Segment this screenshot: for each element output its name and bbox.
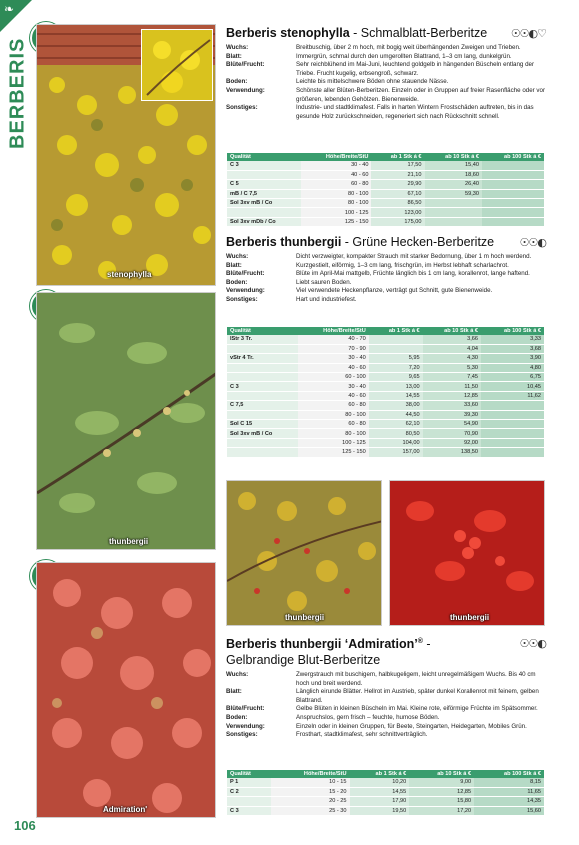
photo-label: thunbergii — [109, 537, 149, 546]
table-cell — [482, 180, 544, 189]
photo-label: Admiration' — [103, 805, 148, 814]
table-cell: 11,62 — [481, 391, 544, 400]
table-cell — [425, 217, 482, 226]
table-cell: 80 - 100 — [298, 410, 369, 419]
photo-label: stenophylla — [107, 270, 152, 279]
photo-thunbergii-berries — [389, 480, 545, 626]
table-cell: C 3 — [227, 161, 301, 170]
table-cell: 40 - 60 — [298, 391, 369, 400]
table-cell: 13,00 — [369, 382, 423, 391]
table-row — [227, 438, 544, 447]
table-cell — [481, 420, 544, 429]
table-cell: 3,33 — [481, 335, 544, 344]
table-row — [227, 420, 544, 429]
table-cell: C 2 — [227, 787, 271, 796]
table-cell: 157,00 — [369, 448, 423, 457]
table-cell — [481, 448, 544, 457]
price-table-thunbergii — [227, 327, 544, 458]
table-cell: 80 - 100 — [301, 199, 371, 208]
photo-admiration — [36, 562, 216, 818]
table-cell: 10,20 — [350, 778, 410, 787]
table-cell — [369, 335, 423, 344]
table-row — [227, 401, 544, 410]
table-cell: 10,45 — [481, 382, 544, 391]
table-cell: 29,90 — [371, 180, 424, 189]
table-cell: 80 - 100 — [301, 189, 371, 198]
table-cell: 14,35 — [474, 797, 544, 806]
table-cell: Sol 3xv mB / Co — [227, 429, 298, 438]
column-header: ab 1 Stk á € — [350, 770, 410, 778]
table-cell: 4,30 — [423, 354, 481, 363]
table-cell — [425, 199, 482, 208]
table-cell: 11,65 — [474, 787, 544, 796]
table-cell: 3,66 — [423, 335, 481, 344]
table-cell: C 3 — [227, 806, 271, 815]
column-header: Höhe/Breite/StU — [298, 327, 369, 335]
table-cell: 33,60 — [423, 401, 481, 410]
table-cell: 60 - 80 — [298, 401, 369, 410]
location-symbols: ☉☉◐ — [519, 637, 546, 650]
table-row — [227, 335, 544, 344]
table-cell: Sol C 15 — [227, 420, 298, 429]
table-cell: 40 - 60 — [301, 170, 371, 179]
column-header: ab 10 Stk á € — [423, 327, 481, 335]
photo-thunbergii — [36, 292, 216, 550]
table-cell: 30 - 40 — [301, 161, 371, 170]
column-header: ab 1 Stk á € — [371, 153, 424, 161]
table-cell — [227, 344, 298, 353]
table-cell: 8,15 — [474, 778, 544, 787]
table-cell: 86,50 — [371, 199, 424, 208]
table-cell: 60 - 80 — [301, 180, 371, 189]
table-cell: mB / C 7,5 — [227, 189, 301, 198]
table-cell: 15 - 20 — [271, 787, 350, 796]
table-cell: 12,85 — [409, 787, 474, 796]
table-cell — [481, 401, 544, 410]
section-title: Berberis stenophylla - Schmalblatt-Berberitze — [226, 26, 488, 40]
table-cell: 39,30 — [423, 410, 481, 419]
table-row — [227, 373, 544, 382]
location-symbols: ☉☉◐♡ — [510, 26, 546, 40]
table-row — [227, 199, 544, 208]
table-cell: 18,60 — [425, 170, 482, 179]
table-cell — [227, 448, 298, 457]
table-cell: 62,10 — [369, 420, 423, 429]
table-cell: 100 - 125 — [301, 208, 371, 217]
table-cell — [482, 217, 544, 226]
table-cell: 80,50 — [369, 429, 423, 438]
table-cell: 15,40 — [425, 161, 482, 170]
table-cell: 92,00 — [423, 438, 481, 447]
table-cell: 3,90 — [481, 354, 544, 363]
column-header: Höhe/Breite/StU — [301, 153, 371, 161]
photo-stenophylla — [36, 24, 216, 286]
table-cell: 4,04 — [423, 344, 481, 353]
table-cell: 67,10 — [371, 189, 424, 198]
page-number: 106 — [14, 818, 36, 833]
table-row — [227, 354, 544, 363]
description: Wuchs: Breitbuschig, über 2 m hoch, mit bogig weit überhängenden Zweigen und Trieben. Blatt: Immergrün, schmal durch den umgerollten Blattrand, 1–3 cm lang, dunkelgrün. Blüte/Frucht: Sehr reichblühend im Mai-Juni, leuchtend goldgelb in hängenden Büscheln entlang der Triebe. Frucht kugelig, erbsengroß, schwarz. Boden: Leichte bis mittelschwere Böden ohne stauende Nässe. Verwendung: Schönste aller Blüten-Berberitzen. Einzeln oder in Gruppen auf freier Rasenfläche oder vor größeren, lebenden Gehölzen. Bienenweide. Sonstiges: Industrie- und stadtklimafest. Falls in harten Wintern Frostschäden auftreten, bis in das gesunde Holz zurückschneiden, regeneriert sich nach Rückschnitt schnell. — [226, 44, 546, 120]
table-row — [227, 382, 544, 391]
table-cell: C 3 — [227, 382, 298, 391]
table-cell: 30 - 40 — [298, 354, 369, 363]
description: Wuchs: Dicht verzweigter, kompakter Strauch mit starker Bedornung, über 1 m hoch werdend. Blatt: Kurzgestielt, eiförmig, 1–3 cm lang, frischgrün, im Herbst lebhaft scharlachrot. Blüte/Frucht: Blüte im April-Mai mattgelb, Früchte länglich bis 1 cm lang, korallenrot, lange haftend. Boden: Liebt sauren Boden. Verwendung: Viel verwendete Heckenpflanze, verträgt gut Schnitt, gute Bienenweide. Sonstiges: Hart und industriefest. — [226, 253, 532, 303]
table-row — [227, 448, 544, 457]
column-header: Höhe/Breite/StU — [271, 770, 350, 778]
table-cell: 80 - 100 — [298, 429, 369, 438]
table-cell: Sol 3xv mDb / Co — [227, 217, 301, 226]
table-cell: 38,00 — [369, 401, 423, 410]
inset-photo — [141, 29, 213, 101]
table-cell: 30 - 40 — [298, 382, 369, 391]
table-cell — [227, 391, 298, 400]
table-cell: 19,50 — [350, 806, 410, 815]
column-header: ab 100 Stk á € — [482, 153, 544, 161]
photo-thunbergii-branch — [226, 480, 382, 626]
table-cell: C 5 — [227, 180, 301, 189]
table-cell: 17,20 — [409, 806, 474, 815]
table-cell: 40 - 70 — [298, 335, 369, 344]
table-row — [227, 429, 544, 438]
table-cell: 3,68 — [481, 344, 544, 353]
table-cell: 70,90 — [423, 429, 481, 438]
table-row — [227, 363, 544, 372]
table-cell: 10 - 15 — [271, 778, 350, 787]
table-cell: 175,00 — [371, 217, 424, 226]
table-cell: 6,75 — [481, 373, 544, 382]
table-cell: 9,65 — [369, 373, 423, 382]
table-cell — [482, 189, 544, 198]
table-cell — [482, 208, 544, 217]
price-table-admiration — [227, 770, 544, 816]
side-title: BERBERIS — [6, 37, 29, 149]
table-cell: 44,50 — [369, 410, 423, 419]
column-header: ab 100 Stk á € — [474, 770, 544, 778]
table-cell: 5,30 — [423, 363, 481, 372]
table-cell: 60 - 80 — [298, 420, 369, 429]
table-cell: 17,90 — [350, 797, 410, 806]
table-cell: 40 - 60 — [298, 363, 369, 372]
table-header-row — [227, 153, 544, 161]
table-row — [227, 208, 544, 217]
table-cell: 26,40 — [425, 180, 482, 189]
table-cell — [227, 363, 298, 372]
table-row — [227, 778, 544, 787]
table-cell: 15,60 — [474, 806, 544, 815]
photo-label: thunbergii — [285, 613, 325, 622]
section-admiration — [226, 637, 546, 740]
table-cell: lStr 3 Tr. — [227, 335, 298, 344]
table-cell: 60 - 100 — [298, 373, 369, 382]
table-row — [227, 806, 544, 815]
table-cell — [481, 410, 544, 419]
table-cell: 14,55 — [369, 391, 423, 400]
table-cell: 4,80 — [481, 363, 544, 372]
table-cell: 20 - 25 — [271, 797, 350, 806]
table-row — [227, 217, 544, 226]
table-cell — [227, 373, 298, 382]
section-title: Berberis thunbergii - Grüne Hecken-Berberitze — [226, 235, 495, 249]
section-stenophylla — [226, 26, 546, 121]
table-row — [227, 391, 544, 400]
table-cell: 100 - 125 — [298, 438, 369, 447]
table-cell: 14,55 — [350, 787, 410, 796]
table-cell: 25 - 30 — [271, 806, 350, 815]
table-cell: 15,80 — [409, 797, 474, 806]
column-header: Qualität — [227, 327, 298, 335]
table-cell: 125 - 150 — [301, 217, 371, 226]
section-title: Berberis thunbergii ‘Admiration’® - Gelbrandige Blut-Berberitze — [226, 637, 431, 667]
column-header: ab 100 Stk á € — [481, 327, 544, 335]
table-cell: 59,30 — [425, 189, 482, 198]
description: Wuchs: Zwergstrauch mit buschigem, halbkugeligem, leicht unregelmäßigem Wuchs. Bis 40 cm hoch und breit werdend. Blatt: Länglich eirunde Blätter. Hellrot im Austrieb, später dunkel Korallenrot mit feinem, gelben Blattrand. Blüte/Frucht: Gelbe Blüten in kleinen Büscheln im Mai. Kleine rote, eiförmige Früchte im Spätsommer. Boden: Anspruchslos, gern frisch – feuchte, humose Böden. Verwendung: Einzeln oder in kleinen Gruppen, für Beete, Steingarten, Heidegarten, Mobiles Grün. Sonstiges: Frosthart, stadtklimafest, sehr schnittverträglich. — [226, 671, 539, 739]
photo-label: thunbergii — [450, 613, 490, 622]
table-cell: 21,10 — [371, 170, 424, 179]
table-cell: 9,00 — [409, 778, 474, 787]
column-header: ab 10 Stk á € — [425, 153, 482, 161]
table-cell: 54,90 — [423, 420, 481, 429]
leaf-icon: ❧ — [4, 2, 15, 16]
table-row — [227, 787, 544, 796]
location-symbols: ☉☉◐ — [519, 235, 546, 249]
table-header-row — [227, 327, 544, 335]
table-cell: 11,50 — [423, 382, 481, 391]
column-header: Qualität — [227, 770, 271, 778]
column-header: ab 10 Stk á € — [409, 770, 474, 778]
table-cell — [227, 797, 271, 806]
table-cell: C 7,5 — [227, 401, 298, 410]
table-row — [227, 797, 544, 806]
table-cell: 125 - 150 — [298, 448, 369, 457]
table-cell — [227, 208, 301, 217]
table-cell: 17,50 — [371, 161, 424, 170]
table-cell: 138,50 — [423, 448, 481, 457]
table-cell: 7,20 — [369, 363, 423, 372]
table-cell: 7,45 — [423, 373, 481, 382]
table-cell: 104,00 — [369, 438, 423, 447]
table-cell: 123,00 — [371, 208, 424, 217]
column-header: ab 1 Stk á € — [369, 327, 423, 335]
table-row — [227, 410, 544, 419]
table-cell — [227, 410, 298, 419]
table-header-row — [227, 770, 544, 778]
table-cell: 12,85 — [423, 391, 481, 400]
table-cell: 70 - 90 — [298, 344, 369, 353]
price-table-stenophylla — [227, 153, 544, 227]
table-cell — [481, 429, 544, 438]
table-cell: 5,95 — [369, 354, 423, 363]
table-row — [227, 189, 544, 198]
table-row — [227, 180, 544, 189]
table-cell: Sol 3xv mB / Co — [227, 199, 301, 208]
table-row — [227, 344, 544, 353]
table-cell: P 1 — [227, 778, 271, 787]
table-row — [227, 161, 544, 170]
table-cell — [481, 438, 544, 447]
section-thunbergii — [226, 235, 546, 305]
table-cell — [482, 170, 544, 179]
table-row — [227, 170, 544, 179]
table-cell — [369, 344, 423, 353]
table-cell — [227, 170, 301, 179]
table-cell — [482, 161, 544, 170]
table-cell: vStr 4 Tr. — [227, 354, 298, 363]
column-header: Qualität — [227, 153, 301, 161]
table-cell — [482, 199, 544, 208]
table-cell — [425, 208, 482, 217]
table-cell — [227, 438, 298, 447]
